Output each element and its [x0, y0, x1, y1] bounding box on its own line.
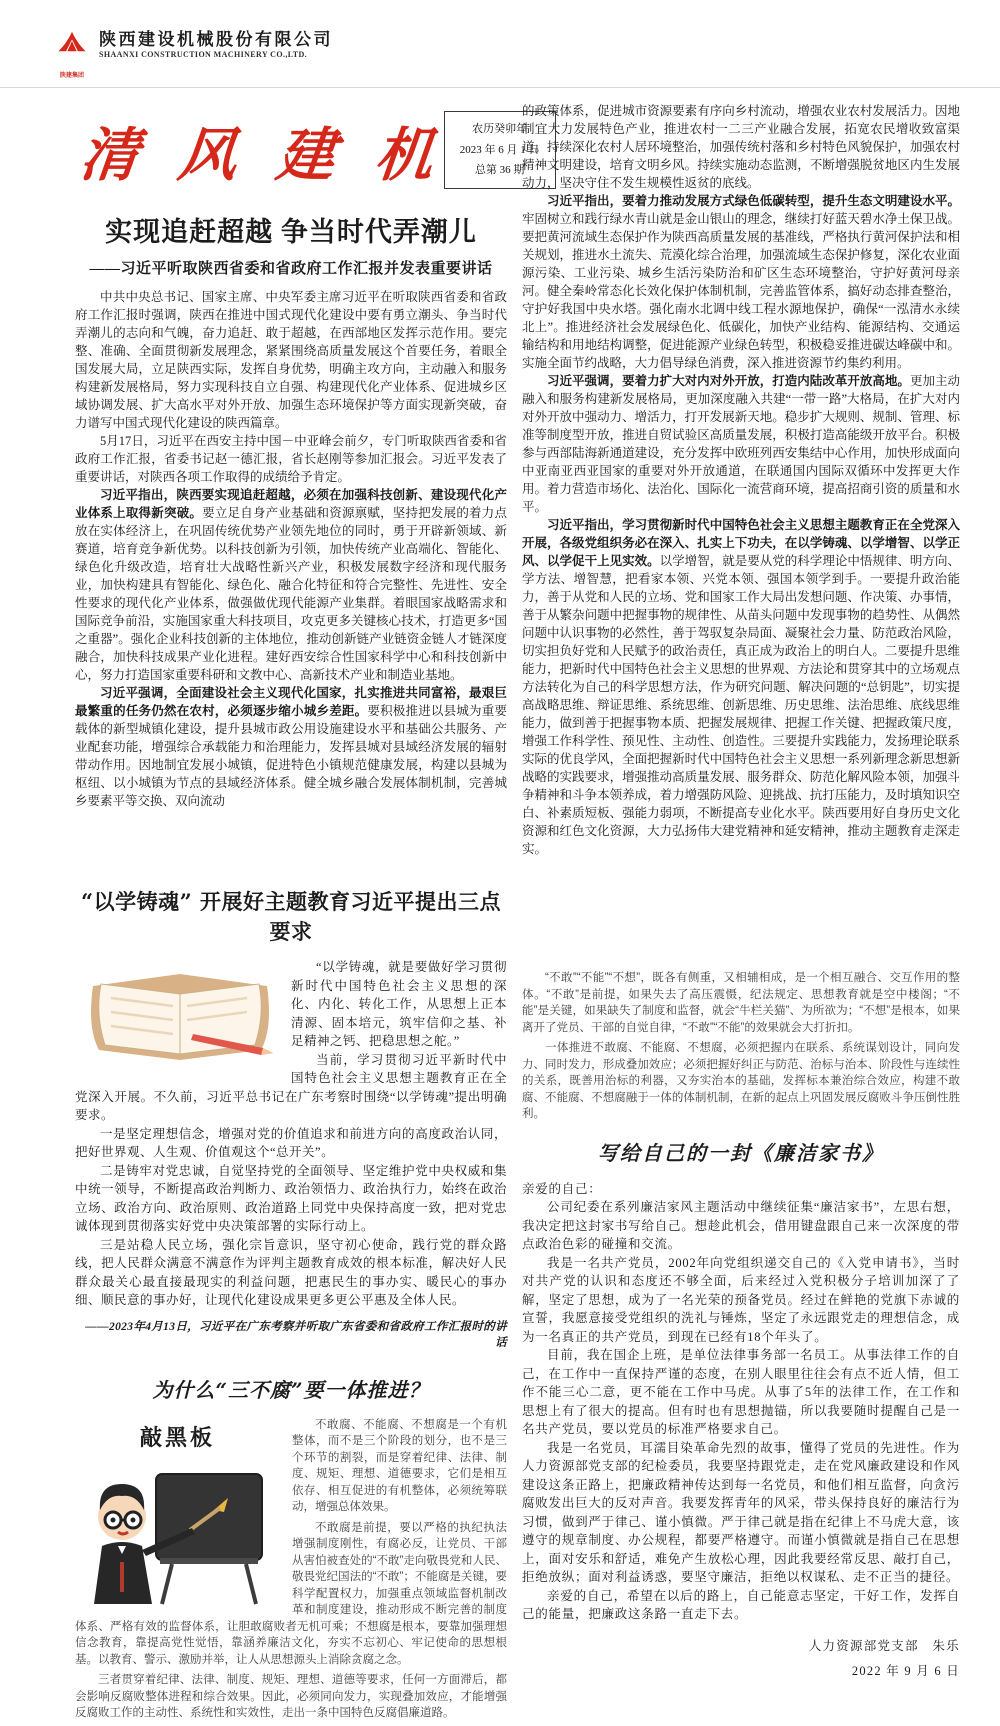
article-anticorruption-continued: [522, 970, 960, 1123]
article-subtitle: ——习近平听取陕西省委和省政府工作汇报并发表重要讲话: [89, 261, 493, 277]
paragraph-lead: 习近平指出，陕西要实现追赶超越，必须在加强科技创新、建设现代化产业体系上取得新突破。: [75, 488, 507, 520]
paragraph: 三是站稳人民立场，强化宗旨意识，坚守初心使命，践行党的群众路线，把人民群众满意不满意作为评判主题教育成效的根本标准，解决好人民群众最关心最直接最现实的利益问题，把惠民生的事办实、暖民心的事办细、顺民意的事办好，让现代化建设成果更多更公平惠及全体人民。: [75, 1237, 507, 1307]
letter-salutation: 亲爱的自己：: [522, 1181, 602, 1196]
paragraph: 我是一名党员，耳濡目染革命先烈的故事，懂得了党员的先进性。作为人力资源部党支部的纪检委员，我要坚持跟党走，走在党风廉政建设和作风建设这条正路上，把廉政精神传达到每一名党员，和他们相互监督，向贪污腐败发出巨大的反对声音。我要发挥青年的风采，带头保持良好的廉洁行为习惯，做到严于律己、谨小慎微。严于律己就是指在纪律上不马虎大意，该遵守的规章制度、办公规程，都要严格遵守。而谨小慎微就是指自己在思想上，面对安乐和舒适，难免产生放松心理，因此我要经常反思、敲打自己，拒绝放纵；面对利益诱惑，要坚守廉洁，拒绝以权谋私、走不正当的捷径。: [522, 1440, 960, 1584]
article-theme-education: [75, 886, 507, 1350]
article-title: 为什么“三不腐”要一体推进？: [152, 1377, 430, 1402]
company-header: [0, 0, 1000, 88]
paragraph: [75, 432, 507, 486]
teacher-blackboard-icon: [88, 1595, 268, 1612]
letter-signature: [522, 1634, 960, 1684]
paragraph: [522, 102, 960, 192]
paragraph: 公司纪委在系列廉洁家风主题活动中继续征集“廉洁家书”，左思右想，我决定把这封家书写给自己。想趁此机会，借用键盘跟自己来一次深度的带点政治色彩的碰撞和交流。: [522, 1200, 960, 1251]
paragraph-text: 要积极推进以县城为重要载体的新型城镇化建设，提升县城市政公用设施建设水平和基础公共服务、产业配套功能，增强综合承载能力和治理能力，发挥县城对县域经济发展的辐射带动作用。因地制宜发展小城镇，促进特色小镇规范健康发展，构建以县城为枢纽、以小城镇为节点的县域经济体系。健全城乡融合发展体制机制，完善城乡要素平等交换、双向流动: [75, 704, 507, 808]
company-name-en: SHAANXI CONSTRUCTION MACHINERY CO.,LTD.: [99, 50, 308, 60]
paragraph: [522, 516, 960, 858]
paragraph: 亲爱的自己，希望在以后的路上，自己能意志坚定，干好工作，发挥自己的能量，把廉政这条路一直走下去。: [522, 1588, 960, 1621]
paragraph-text: 要立足自身产业基础和资源禀赋，坚持把发展的着力点放在实体经济上，在巩固传统优势产业领先地位的同时，勇于开辟新领域、新赛道，培育竞争新优势。以科技创新为引领，加快传统产业高端化、智能化、绿色化升级改造，培育壮大战略性新兴产业，积极发展数字经济和现代服务业，加快构建具有智能化、绿色化、融合化特征和符合完整性、先进性、安全性要求的现代化产业体系，做强做优现代能源产业集群。着眼国家战略需求和国际竞争前沿，实施国家重大科技项目，攻克更多关键核心技术，打造更多“国之重器”。强化企业科技创新的主体地位，推动创新链产业链资金链人才链深度融合，加快科技成果产业化进程。建好西安综合性国家科学中心和科技创新中心，努力打造国家重要科研和文教中心、高新技术产业和制造业基地。: [75, 506, 507, 682]
masthead: [76, 104, 540, 196]
paragraph: “以学铸魂，就是要做好学习贯彻新时代中国特色社会主义思想的深化、内化、转化工作，从思想上正本清源、固本培元，筑牢信仰之基、补足精神之钙、把稳思想之舵。”: [291, 960, 507, 1048]
paragraph-text: 牢固树立和践行绿水青山就是金山银山的理念，继续打好蓝天碧水净土保卫战。要把黄河流域生态保护作为陕西高质量发展的基准线，严格执行黄河保护法和相关规划，推进水土流失、荒漠化综合治理，加强流域生态保护修复，深化农业面源污染、工业污染、城乡生活污染防治和矿区生态环境整治，守护好黄河母亲河。健全秦岭常态化长效化保护体制机制，完善监管体系，搞好动态排查整治，守护好我国中央水塔。强化南水北调中线工程水源地保护，确保“一泓清水永续北上”。推进经济社会发展绿色化、低碳化，加快产业结构、能源结构、交通运输结构和用地结构调整，促进能源产业绿色转型，积极稳妥推进碳达峰碳中和。实施全面节约战略，大力倡导绿色消费，深入推进资源节约集约利用。: [522, 212, 960, 370]
blackboard-figure: [75, 1419, 280, 1613]
issue-date: 2023 年 6 月 1 日: [459, 143, 540, 156]
signer-name: 人力资源部党支部 朱乐: [808, 1638, 960, 1653]
paragraph-text: 的政策体系，促进城市资源要素有序向乡村流动，增强农业农村发展活力。因地制宜大力发展特色产业，推进农村一二三产业融合发展，拓宽农民增收致富渠道。持续深化农村人居环境整治，加强传统村落和乡村特色风貌保护，加强农村精神文明建设，培育文明乡风。持续实施动态监测，不断增强脱贫地区内生发展动力，坚决守住不发生规模性返贫的底线。: [522, 104, 960, 190]
kicker-label: 敲黑板: [139, 1424, 215, 1450]
paragraph: [522, 372, 960, 516]
company-names: [99, 30, 333, 59]
article-title: 实现追赶超越 争当时代弄潮儿: [105, 217, 477, 247]
paragraph: [75, 486, 507, 684]
paragraph: 二是铸牢对党忠诚，自觉坚持党的全面领导、坚定维护党中央权威和集中统一领导，不断提高政治判断力、政治领悟力、政治执行力，始终在政治立场、政治方向、政治原则、政治道路上同党中央保持高度一致，把对党忠诚体现到贯彻落实好党中央决策部署的实际行动上。: [75, 1163, 507, 1233]
lunar-date: 农历癸卯年: [472, 123, 528, 136]
article-body: [75, 1417, 507, 1722]
masthead-title: 清 风 建 机: [76, 121, 447, 189]
company-logo-icon: [55, 30, 89, 69]
right-column: [522, 88, 960, 1726]
article-body: [75, 958, 507, 1350]
company-logo: [55, 30, 89, 79]
article-title: “以学铸魂” 开展好主题教育习近平提出三点要求: [81, 889, 501, 944]
open-book-icon: [81, 966, 279, 1066]
paragraph: [75, 684, 507, 810]
paragraph-text: 以学增智，就是要从党的科学理论中悟规律、明方向、学方法、增智慧，把看家本领、兴党本领、强国本领学到手。一要提升政治能力，善于从党和人民的立场、党和国家工作大局出发想问题、作决策、办事情，善于从繁杂问题中把握事物的规律性、从苗头问题中发现事物的趋势性、从偶然问题中认识事物的必然性，善于驾驭复杂局面、凝聚社会力量、防范政治风险，切实担负好党和人民赋予的政治责任，真正成为政治上的明白人。二要提升思维能力，把新时代中国特色社会主义思想的世界观、方法论和贯穿其中的立场观点方法转化为自己的科学思想方法，作为研究问题、解决问题的“总钥匙”，切实提高战略思维、辩证思维、系统思维、创新思维、历史思维、法治思维、底线思维能力，做到善于把握事物本质、把握发展规律、把握工作关键、把握政策尺度，增强工作科学性、预见性、主动性、创造性。三要提升实践能力，发扬理论联系实际的优良学风，全面把握新时代中国特色社会主义思想一系列新理念新思想新战略的实践要求，增强推动高质量发展、服务群众、防范化解风险本领，加强斗争精神和斗争本领养成，着力增强防风险、迎挑战、抗打压能力，及时填知识空白、补素质短板、强能力弱项，不断提高专业化水平。陕西要用好自身历史文化资源和红色文化资源，大力弘扬伟大建党精神和延安精神，推动主题教育走深走实。: [522, 554, 960, 856]
paragraph-lead: 习近平指出，学习贯彻新时代中国特色社会主义思想主题教育正在全党深入开展，各级党组织务必在深入、扎实上下功夫，在以学铸魂、以学增智、以学正风、以学促干上见实效。: [522, 518, 960, 568]
paragraph-lead: 习近平强调，要着力扩大对内对外开放，打造内陆改革开放高地。: [547, 374, 910, 388]
issue-number: 总第 36 期: [474, 164, 525, 177]
article-speech-continued: [522, 88, 960, 858]
content-columns: [0, 88, 1000, 1726]
paragraph: 三者贯穿着纪律、法律、制度、规矩、理想、道德等要求，任何一方面滞后，都会影响反腐败整体进程和综合效果。因此，必须同向发力，实现叠加效应，才能增强反腐败工作的主动性、系统性和实效性，走出一条中国特色反腐倡廉道路。: [75, 1674, 507, 1719]
paragraph: 不敢腐是前提，要以严格的执纪执法增强制度刚性，有腐必反，让党员、干部从害怕被查处的“不敢”走向敬畏党和人民、敬畏党纪国法的“不敢”；不能腐是关键，要科学配置权力，加强重点领域监督机制改革和制度建设，推动形成不断完善的制度体系、严格有效的监督体系，让胆敢腐败者无机可乘；不想腐是根本，要靠加强理想信念教育，靠提高党性觉悟，靠涵养廉洁文化，夯实不忘初心、牢记使命的思想根基。以教育、警示、激励并举，让人从思想源头上消除贪腐之念。: [75, 1521, 507, 1666]
article-title: 写给自己的一封《廉洁家书》: [598, 1140, 884, 1165]
left-column: [75, 88, 540, 1726]
paragraph: “不敢”“不能”“不想”，既各有侧重，又相辅相成，是一个相互融合、交互作用的整体。“不敢”是前提，如果失去了高压震慑，纪法规定、思想教育就是空中楼阁；“不能”是关键，如果缺失了制度和监督，就会“牛栏关猫”、为所欲为；“不想”是根本，如果离开了党员、干部的自觉自律，“不敢”“不能”的效果就会大打折扣。: [522, 972, 960, 1034]
paragraph: 目前，我在国企上班，是单位法律事务部一名员工。从事法律工作的自己，在工作中一直保持严谨的态度，在别人眼里往往会有点不近人情，但工作不能三心二意，更不能在工作中马虎。从事了5年的法律工作，在工作和思想上有了很大的提高。但有时也有思想抛锚，所以我要随时提醒自己是一名共产党员，要以党员的标准严格要求自己。: [522, 1348, 960, 1436]
paragraph: 不敢腐、不能腐、不想腐是一个有机整体，而不是三个阶段的划分，也不是三个环节的割裂，而是穿着纪律、法律、制度、规矩、理想、道德要求，它们是相互依存、相互促进的有机整体，必须统筹联动，增强总体效果。: [292, 1418, 507, 1513]
paragraph-text: 5月17日，习近平在西安主持中国－中亚峰会前夕，专门听取陕西省委和省政府工作汇报，省委书记赵一德汇报，省长赵刚等参加汇报会。习近平发表了重要讲话，对陕西各项工作取得的成绩给予肯定。: [75, 434, 507, 484]
paragraph-text: 中共中央总书记、国家主席、中央军委主席习近平在听取陕西省委和省政府工作汇报时强调，陕西在推进中国式现代化建设中要有勇立潮头、争当时代弄潮儿的志向和气魄，奋力追赶、敢于超越，在西部地区发挥示范作用。要完整、准确、全面贯彻新发展理念，紧紧围绕高质量发展这个首要任务，着眼全国发展大局，立足陕西实际，发挥自身优势，明确主攻方向，主动融入和服务构建新发展格局，努力实现科技自立自强、构建现代化产业体系、促进城乡区域协调发展、扩大高水平对外开放、加强生态环境保护等方面实现新突破，奋力谱写中国式现代化建设的陕西篇章。: [75, 290, 507, 430]
quote-attribution: ——2023年4月13日，习近平在广东考察并听取广东省委和省政府工作汇报时的讲话: [85, 1320, 507, 1349]
paragraph: 一是坚定理想信念，增强对党的价值追求和前进方向的高度政治认同，把好世界观、人生观、价值观这个“总开关”。: [75, 1126, 507, 1159]
article-family-letter: [522, 1137, 960, 1684]
paragraph: 当前，学习贯彻习近平新时代中国特色社会主义思想主题教育正在全党深入开展。不久前，习近平总书记在广东考察时围绕“以学铸魂”提出明确要求。: [75, 1052, 507, 1122]
article-anticorruption: [75, 1374, 507, 1722]
paragraph: [75, 288, 507, 432]
paragraph-text: 更加主动融入和服务构建新发展格局，更加深度融入共建“一带一路”大格局，在扩大对内对外开放中强动力、增活力，打开发展新天地。稳步扩大规则、规制、管理、标准等制度型开放，推进自贸试验区高质量发展，积极打造高能级开放平台。积极参与西部陆海新通道建设，充分发挥中欧班列西安集结中心作用，加快形成面向中亚南亚西亚国家的重要对外开放通道，在联通国内国际双循环中发挥更大作用。着力营造市场化、法治化、国际化一流营商环境，提高招商引资的质量和水平。: [522, 374, 960, 514]
article-speech: [75, 210, 507, 810]
logo-caption: 陕建集团: [59, 73, 84, 79]
paragraph: 一体推进不敢腐、不能腐、不想腐，必须把握内在联系、系统谋划设计，同向发力、同时发力，形成叠加效应；必须把握好纠正与防范、治标与治本、阶段性与连续性的关系，既善用治标的利器，又夯实治本的基础，发挥标本兼治综合效应，构建不敢腐、不能腐、不想腐融于一体的体制机制，在新的起点上巩固发展反腐败斗争压倒性胜利。: [522, 1042, 960, 1120]
paragraph: [522, 192, 960, 372]
paragraph-lead: 习近平强调，全面建设社会主义现代化国家，扎实推进共同富裕，最艰巨最繁重的任务仍然在农村，必须逐步缩小城乡差距。: [75, 686, 507, 718]
company-name-cn: 陕西建设机械股份有限公司: [99, 30, 333, 49]
paragraph-lead: 习近平指出，要着力推动发展方式绿色低碳转型，提升生态文明建设水平。: [547, 194, 960, 208]
paragraph: 我是一名共产党员，2002年向党组织递交自己的《入党申请书》，当时对共产党的认识和态度还不够全面，后来经过入党积极分子培训加深了了解，坚定了思想，成为了一名光荣的预备党员。经过在鲜艳的党旗下赤诚的宣誓，我愿意接受党组织的洗礼与锤炼，坚定了永远跟党走的理想信念，成为一名真正的共产党员，到现在已经有18个年头了。: [522, 1255, 960, 1344]
signature-date: 2022 年 9 月 6 日: [851, 1663, 960, 1678]
